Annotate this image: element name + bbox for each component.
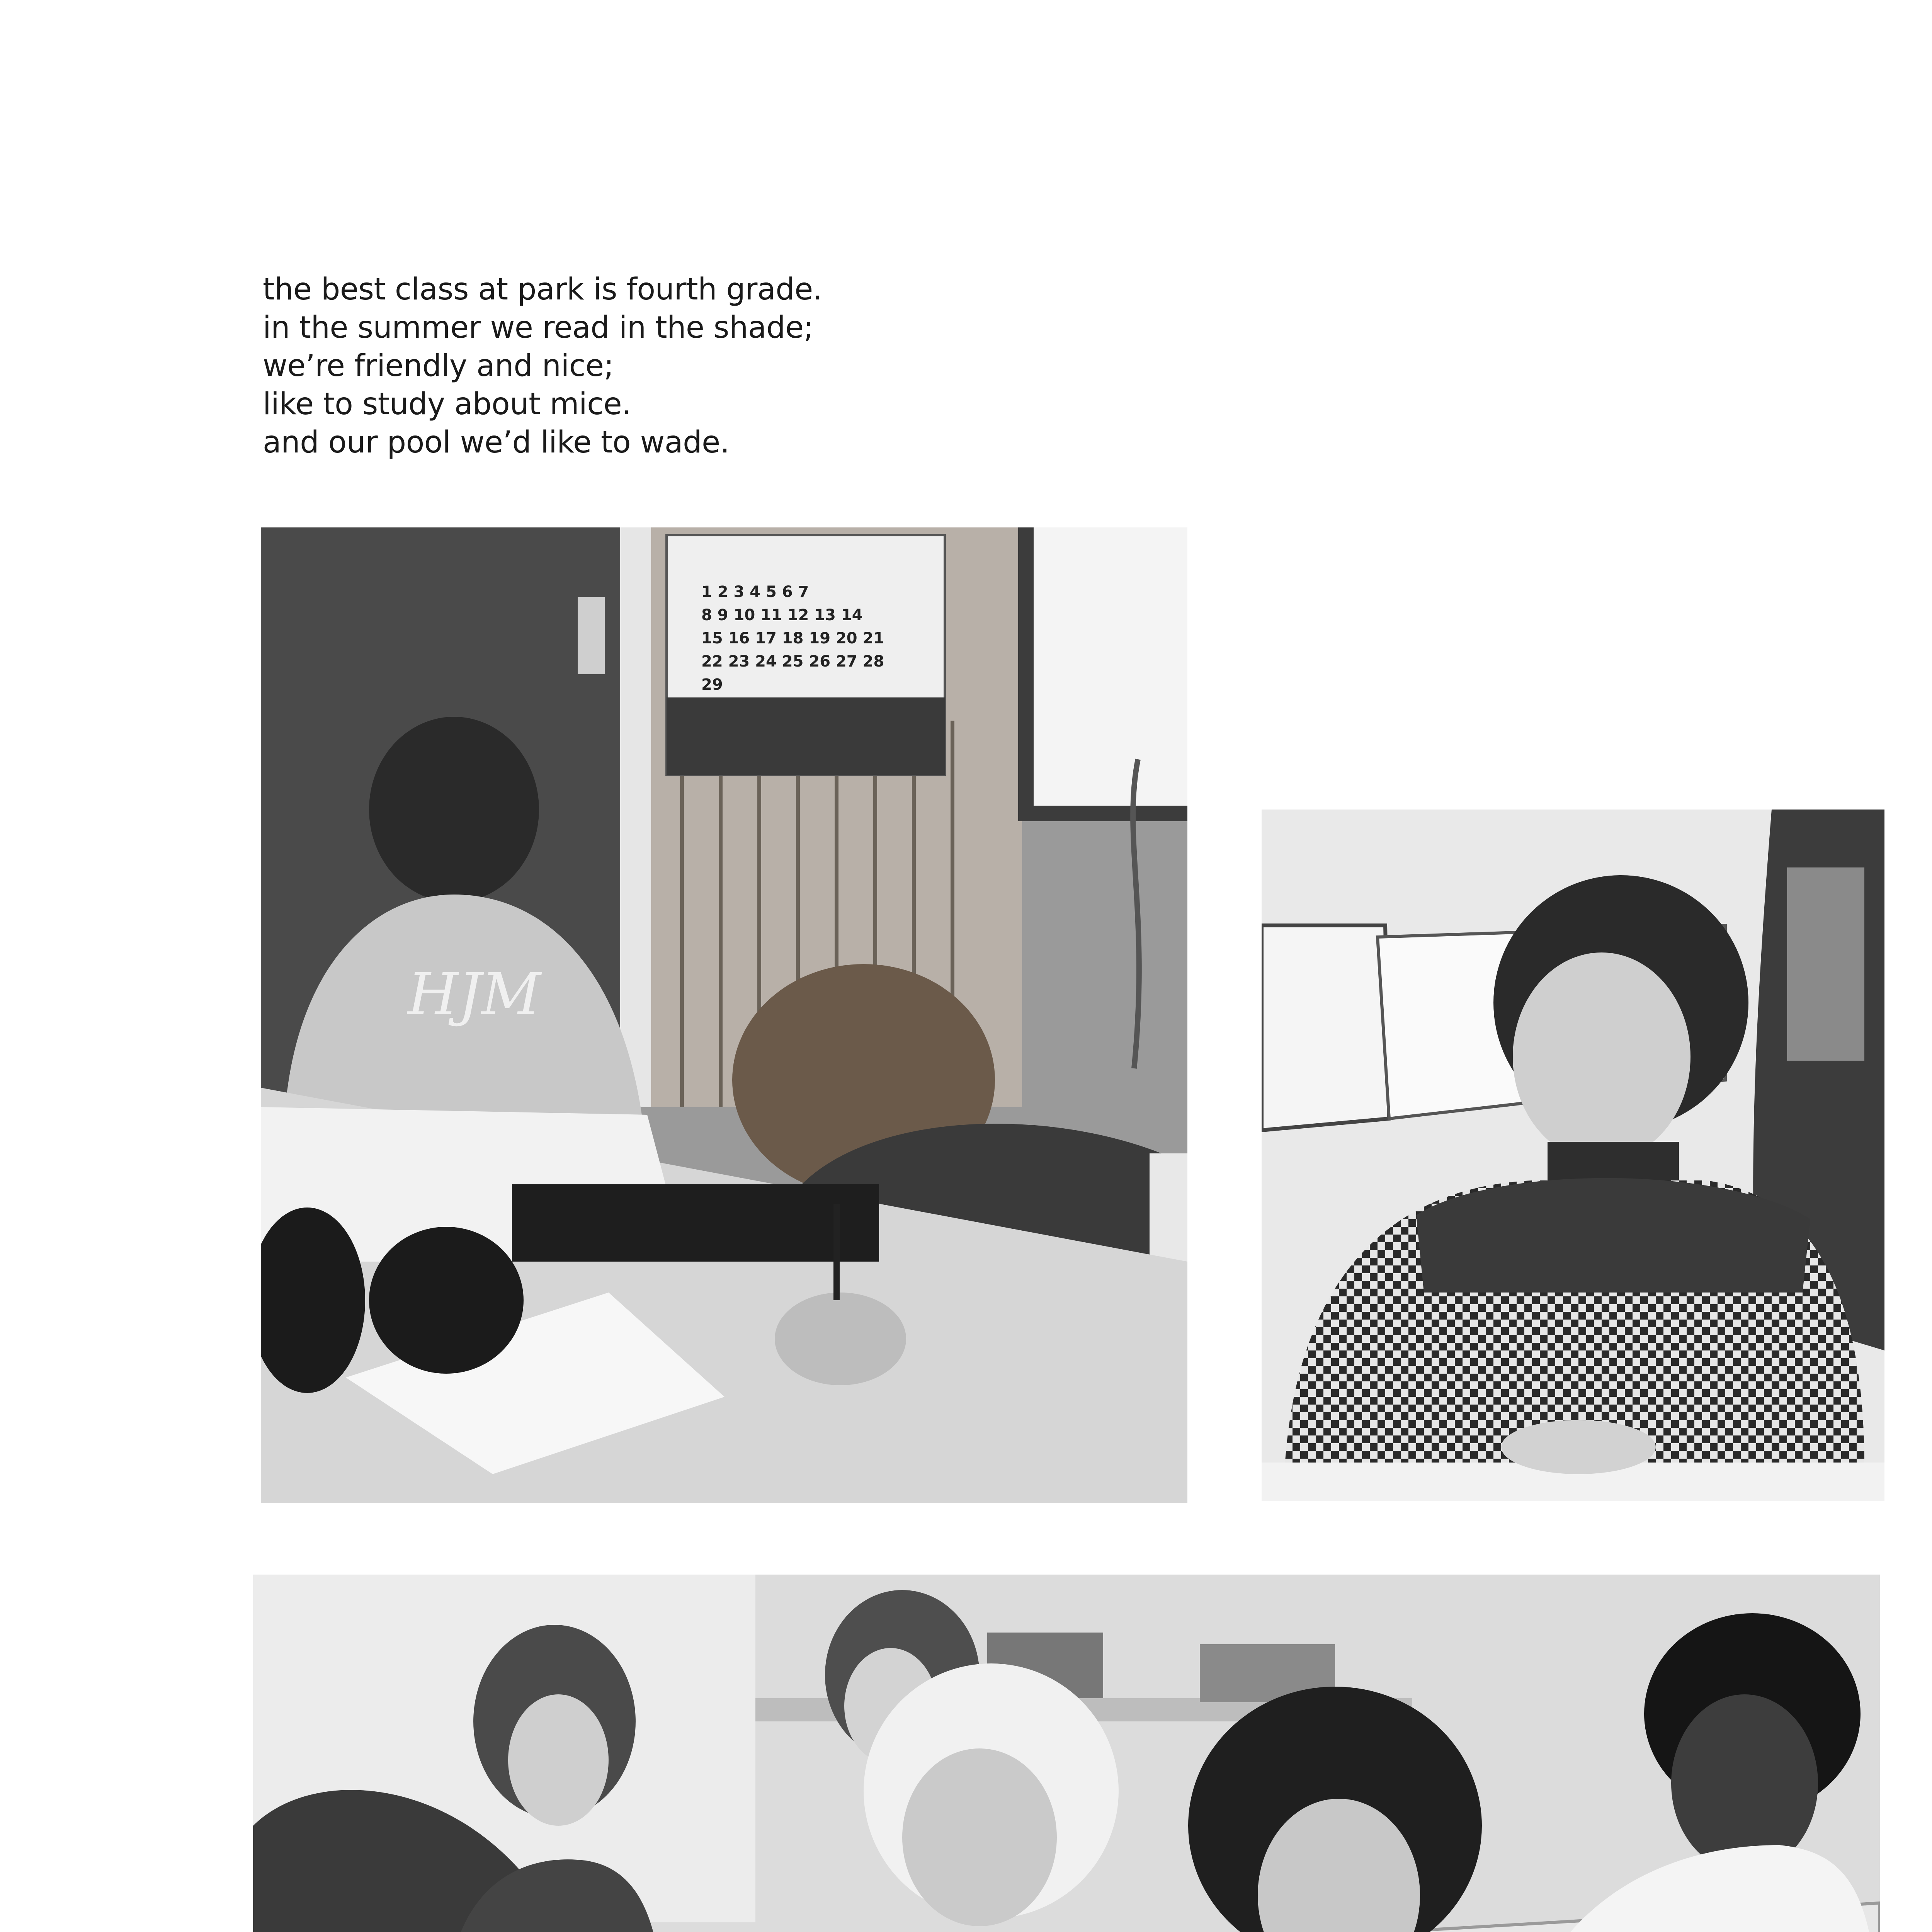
svg-text:29: 29 (701, 676, 723, 694)
photo-students-writing-image (261, 527, 1187, 1503)
poem-line-5: and our pool we’d like to wade. (263, 425, 730, 460)
svg-text:15 16 17 18 19 20 21: 15 16 17 18 19 20 21 (701, 629, 884, 647)
sweater-monogram: HJM (408, 961, 541, 1028)
poem-line-1: the best class at park is fourth grade. (263, 272, 823, 307)
poem (263, 270, 1074, 462)
poem-line-2: in the summer we read in the shade; (263, 310, 814, 345)
photo-boy-at-desk-image (1262, 810, 1884, 1501)
photo-classroom-group (253, 1575, 1880, 1932)
photo-classroom-group-image (253, 1575, 1880, 1932)
svg-text:22 23 24 25 26 27 28: 22 23 24 25 26 27 28 (701, 653, 884, 670)
svg-text:8 9 10 11 12 13 14: 8 9 10 11 12 13 14 (701, 606, 863, 624)
svg-text:1 2 3 4 5 6 7: 1 2 3 4 5 6 7 (701, 583, 809, 601)
poem-line-4: like to study about mice. (263, 387, 631, 422)
wall-calendar (667, 535, 945, 775)
photo-boy-at-desk (1262, 810, 1884, 1501)
poem-line-3: we’re friendly and nice; (263, 349, 614, 383)
photo-students-writing (261, 527, 1187, 1503)
